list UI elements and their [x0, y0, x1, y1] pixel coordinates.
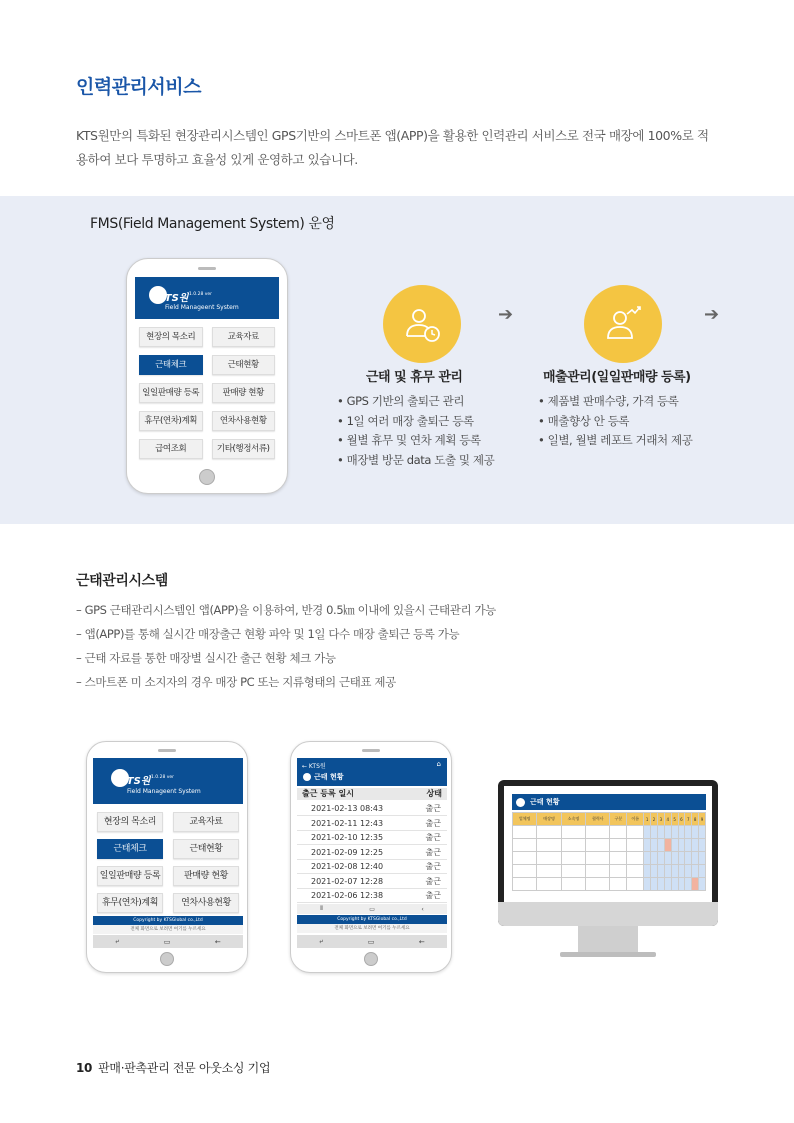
table-cell — [657, 839, 664, 852]
phone-speaker — [158, 749, 176, 752]
list-item: – 앱(APP)를 통해 실시간 매장출근 현황 파악 및 1일 다수 매장 출퇴근 등록 가능 — [76, 622, 496, 646]
menu-button[interactable]: 근태체크 — [97, 839, 163, 859]
table-cell — [610, 865, 627, 878]
table-cell — [671, 878, 678, 891]
table-cell — [513, 878, 537, 891]
table-cell — [671, 826, 678, 839]
app-header — [135, 277, 279, 319]
back-icon[interactable]: ‹ — [421, 905, 424, 913]
table-cell — [644, 852, 651, 865]
attendance-list — [76, 598, 496, 694]
monitor-screen — [504, 786, 712, 902]
nav-bar — [297, 935, 447, 948]
table-cell — [692, 878, 699, 891]
table-row — [297, 831, 447, 845]
table-cell — [644, 865, 651, 878]
table-row — [297, 860, 447, 874]
table-cell — [586, 852, 610, 865]
table-cell — [586, 878, 610, 891]
row-status: 출근 — [425, 804, 441, 813]
feature-item: • 1일 여러 매장 출퇴근 등록 — [337, 412, 494, 432]
monitor-table — [512, 812, 706, 891]
row-date: 2021-02-10 12:35 — [311, 833, 384, 842]
row-status: 출근 — [425, 862, 441, 871]
table-header-cell: 4 — [664, 813, 671, 826]
table-header-cell: 7 — [685, 813, 692, 826]
table-cell — [692, 839, 699, 852]
home-icon[interactable]: ▭ — [367, 937, 375, 946]
table-cell — [586, 826, 610, 839]
kts-logo-icon — [516, 798, 525, 807]
row-date: 2021-02-11 12:43 — [311, 818, 384, 828]
row-date: 2021-02-13 08:43 — [311, 804, 384, 813]
table-cell — [651, 826, 658, 839]
monitor-chin — [498, 902, 718, 926]
app-subtitle: Field Manageent System — [127, 788, 201, 795]
page-footer — [76, 1059, 270, 1076]
table-cell — [537, 865, 561, 878]
table-cell — [651, 839, 658, 852]
table-cell — [513, 865, 537, 878]
table-cell — [678, 865, 685, 878]
app-version: 1.0.28 ver — [151, 775, 175, 780]
table-cell — [685, 865, 692, 878]
table-row — [513, 852, 706, 865]
phone-speaker — [198, 267, 216, 270]
recent-icon[interactable]: ⤶ — [115, 937, 120, 945]
menu-button[interactable]: 판매량 현황 — [173, 866, 239, 886]
table-cell — [537, 852, 561, 865]
menu-button[interactable]: 근태체크 — [139, 355, 203, 375]
status-phone — [290, 741, 452, 973]
table-cell — [537, 839, 561, 852]
list-item: – GPS 근태관리시스템인 앱(APP)을 이용하여, 반경 0.5㎞ 이내에 있을시 근태관리 가능 — [76, 598, 496, 622]
table-cell — [678, 839, 685, 852]
table-cell — [651, 878, 658, 891]
menu-button[interactable]: 교육자료 — [173, 812, 239, 832]
table-cell — [644, 826, 651, 839]
table-cell — [651, 865, 658, 878]
table-header-cell: 1 — [644, 813, 651, 826]
table-row — [297, 875, 447, 889]
row-status: 출근 — [425, 891, 441, 900]
table-cell — [513, 826, 537, 839]
home-button[interactable] — [160, 952, 174, 966]
page-number: 10 — [76, 1061, 93, 1075]
table-cell — [610, 839, 627, 852]
fms-section — [0, 196, 794, 524]
feature-item: • 매장별 방문 data 도출 및 제공 — [337, 451, 494, 471]
feature-title: 근태 및 휴무 관리 — [366, 370, 463, 385]
menu-button[interactable]: 판매량 현황 — [212, 383, 276, 403]
web-nav — [297, 904, 447, 914]
table-header-cell: 6 — [678, 813, 685, 826]
list-item: – 근태 자료를 통한 매장별 실시간 출근 현황 체크 가능 — [76, 646, 496, 670]
table-cell — [537, 826, 561, 839]
table-cell — [699, 865, 706, 878]
table-cell — [644, 878, 651, 891]
table-header-cell: 3 — [657, 813, 664, 826]
table-row — [297, 802, 447, 816]
table-cell — [627, 852, 644, 865]
table-cell — [513, 839, 537, 852]
back-link[interactable]: ← KTS원 — [302, 763, 326, 770]
monitor — [498, 780, 718, 926]
table-cell — [537, 878, 561, 891]
table-cell — [610, 826, 627, 839]
page-title: 인력관리서비스 — [76, 76, 201, 98]
menu-button[interactable]: 급여조회 — [139, 439, 203, 459]
table-header-cell: 매장명 — [537, 813, 561, 826]
table-cell — [586, 839, 610, 852]
table-header-cell: 구분 — [610, 813, 627, 826]
home-button[interactable] — [364, 952, 378, 966]
intro-text: KTS원만의 특화된 현장관리시스템인 GPS기반의 스마트폰 앱(APP)을 활용한 인력관리 서비스로 전국 매장에 100%로 적용하여 보다 투명하고 효율성 있게 운영하고 있습니다. — [76, 128, 709, 167]
table-cell — [657, 865, 664, 878]
arrow-icon: ➔ — [704, 304, 720, 325]
table-cell — [627, 878, 644, 891]
table-header-cell: 소속명 — [561, 813, 585, 826]
phone-screen — [93, 758, 243, 948]
monitor-stand — [578, 926, 638, 952]
app-version: 1.0.28 ver — [189, 292, 213, 297]
phone-screen — [135, 277, 279, 461]
sales-circle — [584, 285, 662, 363]
menu-button[interactable]: 연차사용현황 — [212, 411, 276, 431]
fms-title: FMS(Field Management System) 운영 — [90, 216, 335, 232]
table-cell — [692, 826, 699, 839]
home-icon[interactable]: ▭ — [369, 905, 375, 913]
feature-list — [538, 392, 692, 451]
row-status: 출근 — [425, 847, 441, 857]
row-date: 2021-02-08 12:40 — [311, 862, 384, 871]
person-chart-icon — [603, 304, 643, 344]
nav-bar — [93, 935, 243, 948]
attendance-circle — [383, 285, 461, 363]
table-cell — [664, 852, 671, 865]
table-cell — [692, 852, 699, 865]
menu-button[interactable]: 휴무(연차)계획 — [139, 411, 203, 431]
list-item: – 스마트폰 미 소지자의 경우 매장 PC 또는 지류형태의 근태표 제공 — [76, 670, 496, 694]
table-cell — [627, 865, 644, 878]
status-title: 근태 현황 — [314, 773, 344, 781]
feature-list — [337, 392, 494, 470]
table-cell — [561, 852, 585, 865]
table-row — [297, 817, 447, 831]
footer-text: 판매·판촉관리 전문 아웃소싱 기업 — [98, 1061, 271, 1075]
copyright-bar: Copyright by KTSGlobal co.,Ltd — [93, 916, 243, 925]
row-status: 출근 — [425, 833, 441, 842]
menu-button[interactable]: 현장의 목소리 — [139, 327, 203, 347]
table-cell — [671, 839, 678, 852]
attendance-title: 근태관리시스템 — [76, 573, 168, 589]
menu-button[interactable]: 교육자료 — [212, 327, 276, 347]
table-cell — [699, 839, 706, 852]
feature-item: • 일별, 월별 레포트 거래처 제공 — [538, 431, 692, 451]
table-cell — [657, 852, 664, 865]
feature-item: • 매출향상 안 등록 — [538, 412, 692, 432]
arrow-icon: ➔ — [498, 304, 514, 325]
table-cell — [561, 878, 585, 891]
clock-icon — [303, 773, 311, 781]
phone-screen — [297, 758, 447, 948]
app-subtitle: Field Manageent System — [165, 304, 239, 311]
monitor-title: 근태 현황 — [530, 798, 560, 806]
table-row — [513, 878, 706, 891]
table-row — [297, 889, 447, 903]
menu-button[interactable]: 기타(행정서류) — [212, 439, 276, 459]
fms-phone — [126, 258, 288, 494]
row-date: 2021-02-07 12:28 — [311, 876, 384, 886]
table-cell — [657, 826, 664, 839]
table-header-cell: 5 — [671, 813, 678, 826]
feature-item: • 제품별 판매수량, 가격 등록 — [538, 392, 692, 412]
phone-speaker — [362, 749, 380, 752]
col-status: 상태 — [426, 789, 442, 798]
table-cell — [699, 826, 706, 839]
table-cell — [586, 865, 610, 878]
fullscreen-note[interactable]: 전체 화면으로 보려면 여기를 누르세요 — [93, 925, 243, 934]
row-status: 출근 — [425, 876, 441, 886]
table-cell — [699, 852, 706, 865]
home-icon[interactable]: ⌂ — [436, 760, 441, 768]
table-cell — [678, 826, 685, 839]
table-cell — [692, 865, 699, 878]
copyright-bar: Copyright by KTSGlobal co.,Ltd — [297, 915, 447, 924]
table-cell — [699, 878, 706, 891]
table-cell — [664, 839, 671, 852]
menu-button[interactable]: 근태현황 — [173, 839, 239, 859]
feature-title: 매출관리(일일판매량 등록) — [543, 370, 691, 385]
table-header-cell: 협력사 — [586, 813, 610, 826]
monitor-header — [512, 794, 706, 810]
table-cell — [561, 826, 585, 839]
phone1-menu — [97, 812, 239, 913]
col-date: 출근 등록 일시 — [302, 789, 354, 798]
app-logo: KTS원 — [157, 293, 189, 304]
home-icon[interactable]: ▭ — [163, 937, 171, 946]
menu-button[interactable]: 연차사용현황 — [173, 893, 239, 913]
table-cell — [685, 839, 692, 852]
feature-item: • 월별 휴무 및 연차 계획 등록 — [337, 431, 494, 451]
table-cell — [671, 865, 678, 878]
table-cell — [651, 852, 658, 865]
table-cell — [610, 878, 627, 891]
app-header — [93, 758, 243, 804]
table-header-cell: 이름 — [627, 813, 644, 826]
table-cell — [664, 826, 671, 839]
monitor-base — [560, 952, 656, 957]
menu-button[interactable]: 근태현황 — [212, 355, 276, 375]
back-icon[interactable]: ← — [214, 937, 221, 946]
menu-button[interactable]: 일일판매량 등록 — [139, 383, 203, 403]
table-cell — [685, 852, 692, 865]
table-header-cell: 9 — [699, 813, 706, 826]
table-cell — [664, 878, 671, 891]
person-clock-icon — [402, 304, 442, 344]
table-cell — [678, 852, 685, 865]
table-row — [513, 865, 706, 878]
menu-button[interactable]: 현장의 목소리 — [97, 812, 163, 832]
menu-icon[interactable]: ⦀ — [320, 905, 323, 912]
app-logo: KTS원 — [119, 776, 151, 787]
table-cell — [644, 839, 651, 852]
menu-phone — [86, 741, 248, 973]
table-cell — [671, 852, 678, 865]
table-cell — [610, 852, 627, 865]
table-cell — [513, 852, 537, 865]
table-row — [513, 826, 706, 839]
recent-icon[interactable]: ⤶ — [319, 937, 324, 945]
table-cell — [561, 839, 585, 852]
table-header-cell: 2 — [651, 813, 658, 826]
status-header — [297, 758, 447, 786]
table-cell — [627, 826, 644, 839]
back-icon[interactable]: ← — [418, 937, 425, 946]
table-row — [297, 846, 447, 860]
table-cell — [561, 865, 585, 878]
table-cell — [664, 865, 671, 878]
table-cell — [657, 878, 664, 891]
row-date: 2021-02-06 12:38 — [311, 891, 384, 900]
row-date: 2021-02-09 12:25 — [311, 847, 384, 857]
status-table-header — [297, 788, 447, 800]
fullscreen-note[interactable]: 전체 화면으로 보려면 여기를 누르세요 — [297, 924, 447, 933]
menu-button[interactable]: 휴무(연차)계획 — [97, 893, 163, 913]
row-status: 출근 — [425, 818, 441, 828]
home-button[interactable] — [199, 469, 215, 485]
table-cell — [627, 839, 644, 852]
table-cell — [685, 878, 692, 891]
menu-button[interactable]: 일일판매량 등록 — [97, 866, 163, 886]
table-row — [513, 839, 706, 852]
feature-item: • GPS 기반의 출퇴근 관리 — [337, 392, 494, 412]
fms-menu — [139, 327, 275, 459]
table-cell — [685, 826, 692, 839]
table-cell — [678, 878, 685, 891]
table-header-cell: 업체명 — [513, 813, 537, 826]
table-header-cell: 8 — [692, 813, 699, 826]
